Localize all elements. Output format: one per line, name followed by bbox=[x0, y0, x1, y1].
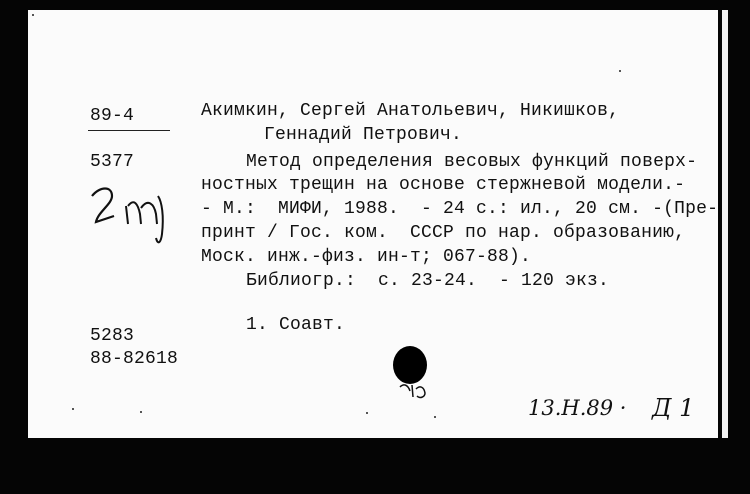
card-line-1: Акимкин, Сергей Анатольевич, Никишков, bbox=[201, 101, 620, 121]
card-line-4: ностных трещин на основе стержневой модели.- bbox=[201, 175, 686, 195]
call-number-top: 89-4 bbox=[90, 106, 135, 126]
handwritten-date: 13.Н.89 · bbox=[528, 396, 627, 420]
bottom-code-2: 88-82618 bbox=[90, 349, 179, 369]
card-line-2: Геннадий Петрович. bbox=[264, 125, 463, 145]
call-number-bottom: 5377 bbox=[90, 152, 135, 172]
card-line-7: Моск. инж.-физ. ин-т; 067-88). bbox=[201, 247, 532, 267]
card-line-6: принт / Гос. ком. СССР по нар. образованию, bbox=[201, 223, 686, 243]
bottom-code-1: 5283 bbox=[90, 326, 135, 346]
scan-border-bottom bbox=[0, 438, 750, 494]
card-line-5: - М.: МИФИ, 1988. - 24 с.: ил., 20 см. -(Пре- bbox=[201, 199, 719, 219]
scan-speck bbox=[72, 408, 74, 410]
scan-border-top bbox=[0, 0, 750, 10]
subject-entry: 1. Соавт. bbox=[246, 315, 346, 335]
handwritten-code bbox=[86, 180, 178, 252]
punched-hole bbox=[393, 346, 427, 384]
scan-border-left bbox=[0, 0, 28, 494]
card-edge-strip bbox=[722, 10, 728, 438]
scan-speck bbox=[366, 412, 368, 414]
call-number-divider bbox=[88, 130, 170, 131]
catalog-card bbox=[28, 10, 718, 438]
ink-smudge bbox=[398, 383, 438, 401]
scan-speck bbox=[140, 411, 142, 413]
card-line-3: Метод определения весовых функций поверх- bbox=[246, 152, 698, 172]
scan-speck bbox=[434, 416, 436, 418]
scan-speck bbox=[32, 14, 34, 16]
handwritten-mark: Д 1 bbox=[652, 394, 695, 422]
card-line-8: Библиогр.: с. 23-24. - 120 экз. bbox=[246, 271, 610, 291]
scan-speck bbox=[619, 70, 621, 72]
